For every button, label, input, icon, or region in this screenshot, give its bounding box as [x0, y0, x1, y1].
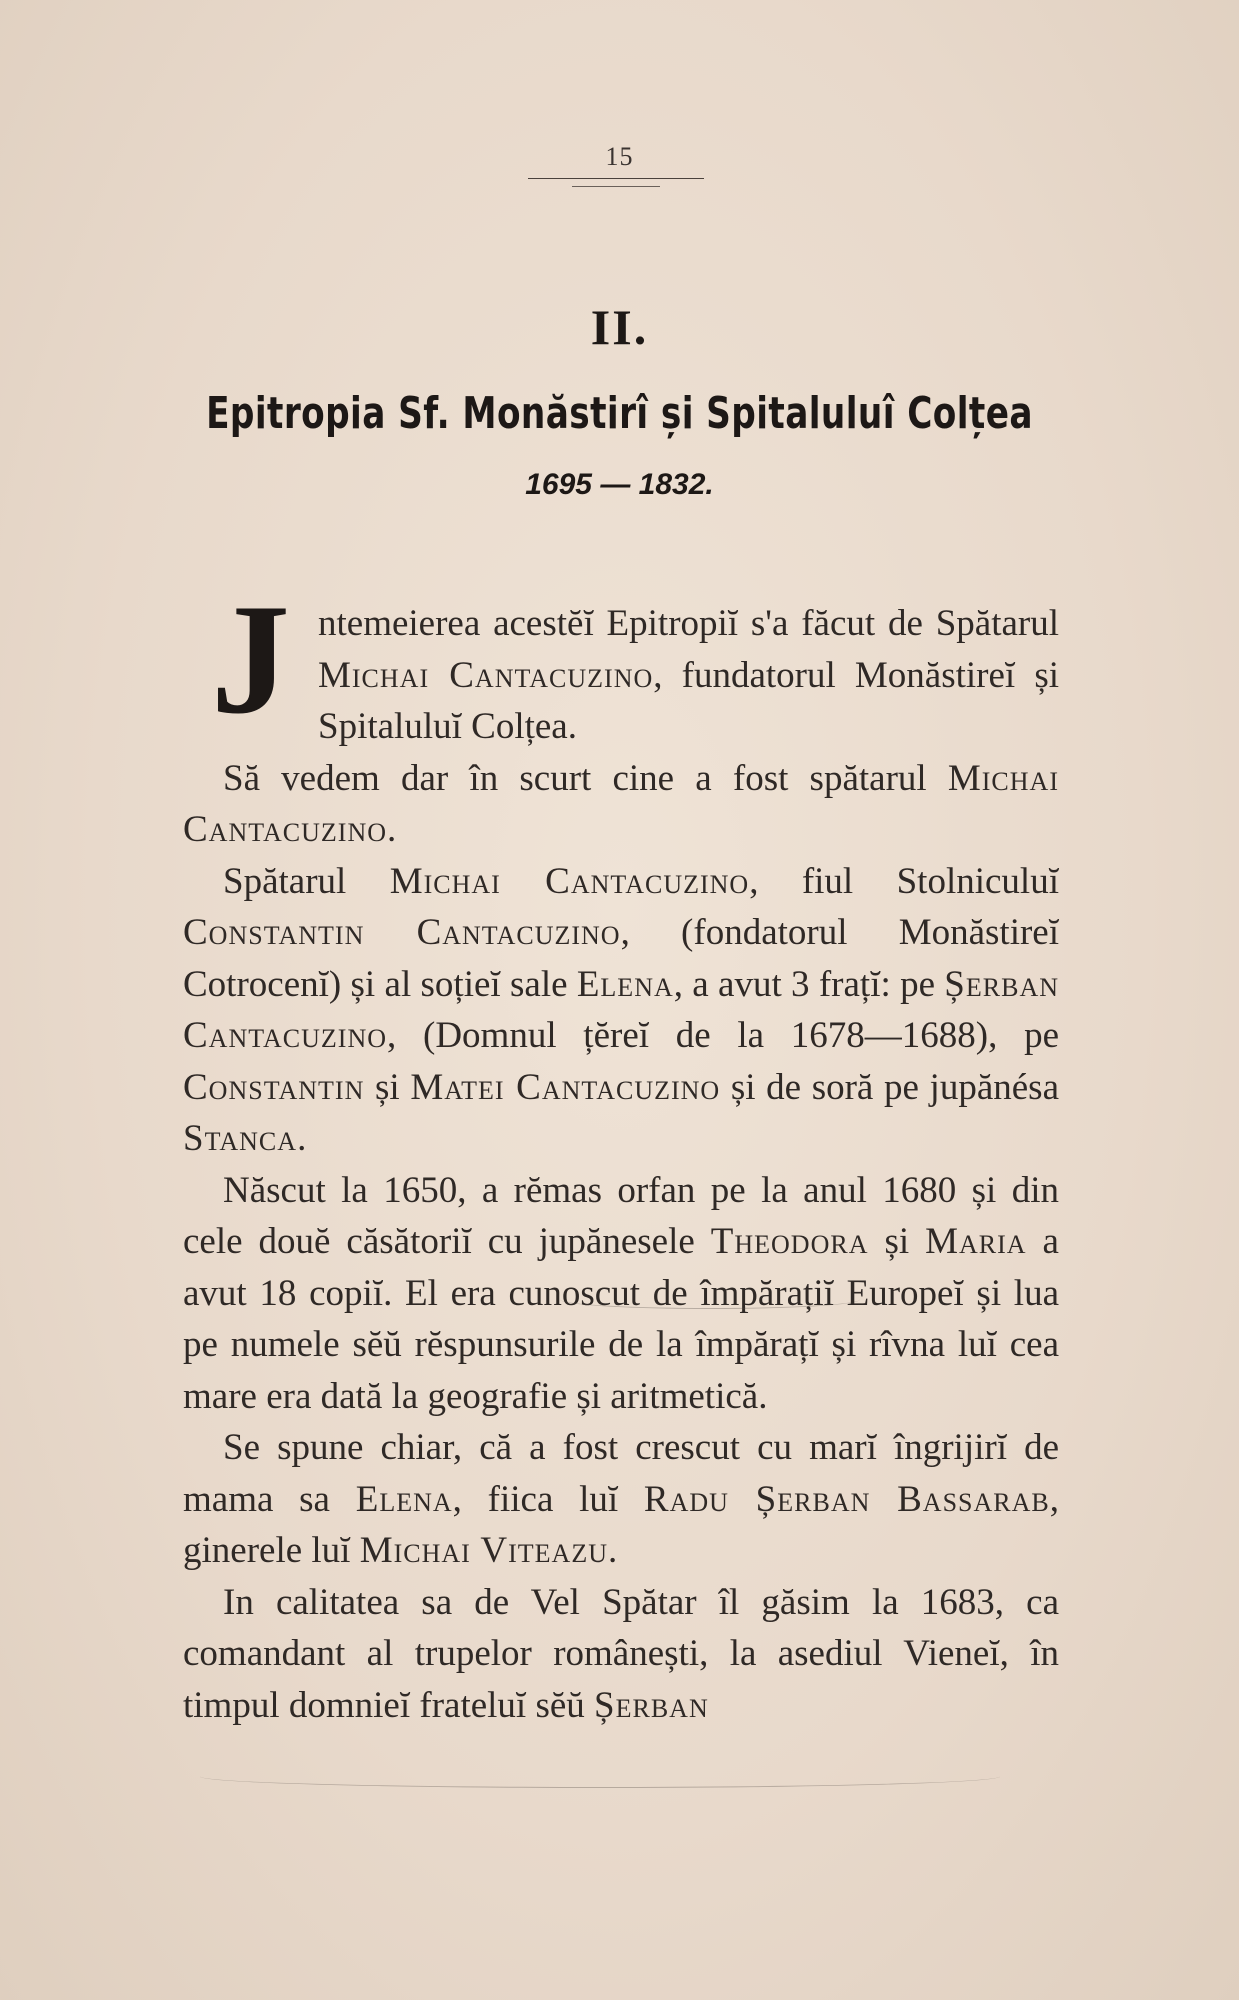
paragraph-5 [183, 1422, 1059, 1577]
p6-name-1: Șerban [594, 1684, 709, 1726]
p3-text-d: , a avut 3 frațĭ: pe [673, 963, 945, 1005]
p4-name-1: Theodora [710, 1221, 869, 1262]
p3-text-b: , fiul Stolniculuĭ [749, 860, 1059, 902]
chapter-dates: 1695 — 1832. [525, 468, 714, 501]
p3-text-e: , (Domnul țĕreĭ de la 1678—1688), pe [387, 1015, 1059, 1056]
p5-name-3: Michai Viteazu [359, 1530, 608, 1571]
p1-text-a: ntemeierea acestĕĭ Epitropiĭ s'a făcut de Spătarul [318, 603, 1059, 644]
p3-text-f: și [364, 1066, 411, 1108]
p5-name-2: Radu Șerban Bassarab [643, 1478, 1050, 1520]
p2-text-b: . [387, 809, 397, 850]
p4-name-2: Maria [925, 1221, 1027, 1262]
p3-name-1: Michai Cantacuzino [389, 860, 750, 902]
drop-cap: J [211, 572, 290, 747]
paragraph-4 [183, 1165, 1059, 1423]
p4-text-b: și [868, 1221, 926, 1262]
p3-name-4: Șerban Cantacuzino [183, 963, 1059, 1056]
p3-text-c: , (fondatorul Monăstireĭ Cotrocenĭ) și al soțieĭ sale [183, 912, 1059, 1005]
header-rule-short [572, 186, 660, 187]
p3-text-h: . [297, 1118, 307, 1159]
paragraph-1 [183, 572, 1059, 753]
paragraph-2 [183, 753, 1059, 856]
p1-text-b: , fundatorul Monăstireĭ și Spitaluluĭ Colțea. [318, 654, 1059, 747]
p6-text-a: In calitatea sa de Vel Spătar îl găsim la 1683, ca comandant al trupelor românești, la asediul Vieneĭ, în timpul domnieĭ frateluĭ sĕŭ [183, 1581, 1059, 1726]
paragraph-3 [183, 856, 1059, 1165]
p3-text-g: și de soră pe jupănésa [720, 1066, 1059, 1108]
p3-text-a: Spătarul [223, 860, 390, 902]
p5-name-1: Elena [355, 1478, 453, 1520]
paragraph-6 [183, 1577, 1059, 1732]
pencil-mark [200, 1765, 1000, 1788]
body-text [183, 572, 1059, 1731]
page-number: 15 [605, 142, 634, 171]
p3-name-3: Elena [576, 963, 674, 1005]
chapter-title: Epitropia Sf. Monăstirî și Spitaluluî Colțea [206, 388, 1033, 439]
p5-text-c: , ginerele luĭ [183, 1478, 1059, 1571]
p4-text-a: Născut la 1650, a rĕmas orfan pe la anul 1680 și din cele douĕ căsătoriĭ cu jupănesele [183, 1169, 1059, 1262]
p4-text-c: a avut 18 copiĭ. El era cunoscut de împărațiĭ Europeĭ și lua pe numele sĕŭ rĕspunsurile de la împărațĭ și rîvna luĭ cea mare era dată la geografie și aritmetică. [183, 1221, 1059, 1417]
p1-name-1: Michai Cantacuzino [318, 654, 654, 696]
p3-name-2: Constantin Cantacuzino [183, 912, 621, 953]
p3-name-5: Constantin [183, 1066, 365, 1108]
p3-name-7: Stanca [183, 1118, 298, 1159]
p5-text-a: Se spune chiar, că a fost crescut cu marĭ îngrijirĭ de mama sa [183, 1427, 1059, 1520]
header-rule [528, 178, 704, 179]
p3-name-6: Matei Cantacuzino [410, 1066, 721, 1108]
p5-text-b: , fiica luĭ [452, 1478, 644, 1520]
p2-text-a: Să vedem dar în scurt cine a fost spătarul [223, 757, 948, 799]
p5-text-d: . [608, 1530, 618, 1571]
p2-name-1: Michai Cantacuzino [183, 757, 1059, 850]
chapter-numeral: II. [590, 299, 649, 355]
